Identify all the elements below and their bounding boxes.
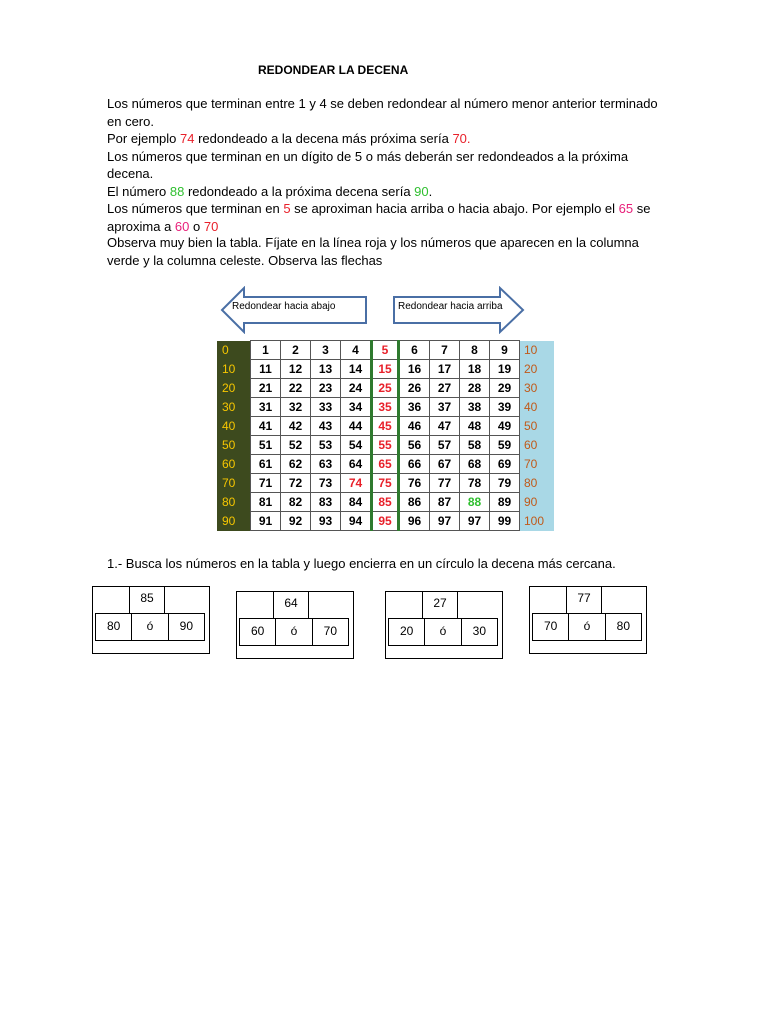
table-cell: 99 <box>490 512 520 531</box>
table-cell: 54 <box>341 436 372 455</box>
table-cell: 79 <box>490 474 520 493</box>
exercise-option-high[interactable]: 80 <box>616 619 630 633</box>
next-decade-cell: 20 <box>520 360 555 379</box>
table-cell: 73 <box>311 474 341 493</box>
decade-cell: 30 <box>217 398 251 417</box>
table-cell: 49 <box>490 417 520 436</box>
table-cell: 48 <box>460 417 490 436</box>
table-cell: 66 <box>399 455 430 474</box>
exercise-option-mid: ó <box>276 619 312 645</box>
table-cell: 13 <box>311 360 341 379</box>
table-cell: 42 <box>281 417 311 436</box>
exercise-question: 1.- Busca los números en la tabla y luego encierra en un círculo la decena más cercana. <box>107 556 616 571</box>
table-cell: 46 <box>399 417 430 436</box>
table-cell: 44 <box>341 417 372 436</box>
table-cell: 84 <box>341 493 372 512</box>
next-decade-cell: 70 <box>520 455 555 474</box>
next-decade-cell: 40 <box>520 398 555 417</box>
table-cell: 96 <box>399 512 430 531</box>
table-cell: 94 <box>341 512 372 531</box>
exercise-option-high[interactable]: 70 <box>323 624 337 638</box>
exercise-option-mid: ó <box>132 614 168 640</box>
table-cell: 19 <box>490 360 520 379</box>
exercise-box <box>529 586 647 654</box>
hundred-table <box>217 340 554 531</box>
table-cell: 85 <box>372 493 399 512</box>
decade-cell: 60 <box>217 455 251 474</box>
table-cell: 65 <box>372 455 399 474</box>
intro-line-5: Los números que terminan en 5 se aproximan hacia arriba o hacia abajo. Por ejemplo el 65 se aproxima a 60 o 70 <box>107 201 651 234</box>
table-cell: 77 <box>430 474 460 493</box>
table-cell: 53 <box>311 436 341 455</box>
table-cell: 56 <box>399 436 430 455</box>
observe-paragraph: Observa muy bien la tabla. Fíjate en la línea roja y los números que aparecen en la columna verde y la columna celeste. Observa las flechas <box>107 235 639 268</box>
table-cell: 2 <box>281 341 311 360</box>
table-cell: 51 <box>251 436 281 455</box>
exercise-option-high[interactable]: 30 <box>472 624 486 638</box>
intro-line-1: Los números que terminan entre 1 y 4 se deben redondear al número menor anterior terminado en cero. <box>107 96 658 129</box>
decade-cell: 50 <box>217 436 251 455</box>
table-cell: 35 <box>372 398 399 417</box>
table-cell: 88 <box>460 493 490 512</box>
table-cell: 86 <box>399 493 430 512</box>
table-cell: 24 <box>341 379 372 398</box>
table-cell: 38 <box>460 398 490 417</box>
intro-line-2: Por ejemplo 74 redondeado a la decena más próxima sería 70. <box>107 131 471 146</box>
table-cell: 62 <box>281 455 311 474</box>
exercise-option-mid: ó <box>569 614 605 640</box>
table-cell: 9 <box>490 341 520 360</box>
table-cell: 16 <box>399 360 430 379</box>
table-cell: 52 <box>281 436 311 455</box>
table-cell: 3 <box>311 341 341 360</box>
next-decade-cell: 80 <box>520 474 555 493</box>
table-cell: 61 <box>251 455 281 474</box>
table-cell: 4 <box>341 341 372 360</box>
table-cell: 68 <box>460 455 490 474</box>
table-cell: 15 <box>372 360 399 379</box>
table-cell: 17 <box>430 360 460 379</box>
decade-cell: 0 <box>217 341 251 360</box>
table-cell: 25 <box>372 379 399 398</box>
exercise-option-mid: ó <box>425 619 461 645</box>
table-cell: 7 <box>430 341 460 360</box>
table-cell: 74 <box>341 474 372 493</box>
page-title: REDONDEAR LA DECENA <box>258 63 409 77</box>
decade-cell: 80 <box>217 493 251 512</box>
exercise-number: 85 <box>129 587 165 614</box>
table-cell: 97 <box>430 512 460 531</box>
table-cell: 47 <box>430 417 460 436</box>
intro-line-4: El número 88 redondeado a la próxima decena sería 90. <box>107 183 433 199</box>
exercise-box <box>385 591 503 659</box>
table-row <box>217 493 554 512</box>
table-cell: 27 <box>430 379 460 398</box>
exercise-number: 27 <box>422 592 458 619</box>
table-cell: 22 <box>281 379 311 398</box>
table-row <box>217 398 554 417</box>
next-decade-cell: 30 <box>520 379 555 398</box>
next-decade-cell: 100 <box>520 512 555 531</box>
next-decade-cell: 50 <box>520 417 555 436</box>
table-cell: 93 <box>311 512 341 531</box>
table-cell: 55 <box>372 436 399 455</box>
decade-cell: 90 <box>217 512 251 531</box>
table-cell: 21 <box>251 379 281 398</box>
decade-cell: 10 <box>217 360 251 379</box>
table-cell: 75 <box>372 474 399 493</box>
table-cell: 29 <box>490 379 520 398</box>
table-cell: 71 <box>251 474 281 493</box>
decade-cell: 20 <box>217 379 251 398</box>
exercise-box <box>236 591 354 659</box>
table-cell: 78 <box>460 474 490 493</box>
table-cell: 58 <box>460 436 490 455</box>
table-cell: 43 <box>311 417 341 436</box>
table-cell: 57 <box>430 436 460 455</box>
exercise-option-high[interactable]: 90 <box>179 619 193 633</box>
table-cell: 33 <box>311 398 341 417</box>
table-cell: 1 <box>251 341 281 360</box>
table-cell: 95 <box>372 512 399 531</box>
table-cell: 45 <box>372 417 399 436</box>
table-cell: 69 <box>490 455 520 474</box>
table-cell: 5 <box>372 341 399 360</box>
table-cell: 28 <box>460 379 490 398</box>
exercise-option-low[interactable]: 80 <box>96 614 132 640</box>
table-cell: 76 <box>399 474 430 493</box>
next-decade-cell: 10 <box>520 341 555 360</box>
table-cell: 36 <box>399 398 430 417</box>
decade-cell: 40 <box>217 417 251 436</box>
table-row <box>217 379 554 398</box>
exercise-option-low[interactable]: 20 <box>389 619 425 645</box>
table-row <box>217 417 554 436</box>
table-cell: 83 <box>311 493 341 512</box>
table-cell: 82 <box>281 493 311 512</box>
table-row <box>217 341 554 360</box>
exercise-number: 64 <box>273 592 309 619</box>
table-cell: 59 <box>490 436 520 455</box>
table-cell: 81 <box>251 493 281 512</box>
exercise-box <box>92 586 210 654</box>
table-cell: 89 <box>490 493 520 512</box>
next-decade-cell: 60 <box>520 436 555 455</box>
table-cell: 39 <box>490 398 520 417</box>
table-cell: 32 <box>281 398 311 417</box>
table-cell: 6 <box>399 341 430 360</box>
arrow-left-label: Redondear hacia abajo <box>232 301 336 312</box>
table-row <box>217 360 554 379</box>
table-cell: 41 <box>251 417 281 436</box>
exercise-option-low[interactable]: 70 <box>533 614 569 640</box>
exercise-option-low[interactable]: 60 <box>240 619 276 645</box>
table-cell: 23 <box>311 379 341 398</box>
table-cell: 34 <box>341 398 372 417</box>
table-cell: 14 <box>341 360 372 379</box>
table-cell: 67 <box>430 455 460 474</box>
table-cell: 91 <box>251 512 281 531</box>
table-cell: 63 <box>311 455 341 474</box>
next-decade-cell: 90 <box>520 493 555 512</box>
table-row <box>217 455 554 474</box>
table-cell: 87 <box>430 493 460 512</box>
decade-cell: 70 <box>217 474 251 493</box>
intro-line-3: Los números que terminan en un dígito de 5 o más deberán ser redondeados a la próxima decena. <box>107 148 629 181</box>
table-cell: 12 <box>281 360 311 379</box>
table-cell: 97 <box>460 512 490 531</box>
table-row <box>217 512 554 531</box>
table-cell: 72 <box>281 474 311 493</box>
exercise-number: 77 <box>566 587 602 614</box>
table-row <box>217 474 554 493</box>
table-cell: 37 <box>430 398 460 417</box>
table-cell: 11 <box>251 360 281 379</box>
table-cell: 26 <box>399 379 430 398</box>
table-cell: 64 <box>341 455 372 474</box>
table-cell: 92 <box>281 512 311 531</box>
table-cell: 8 <box>460 341 490 360</box>
arrow-right-label: Redondear hacia arriba <box>398 301 503 312</box>
table-row <box>217 436 554 455</box>
intro-paragraph <box>107 95 667 235</box>
table-cell: 31 <box>251 398 281 417</box>
table-cell: 18 <box>460 360 490 379</box>
